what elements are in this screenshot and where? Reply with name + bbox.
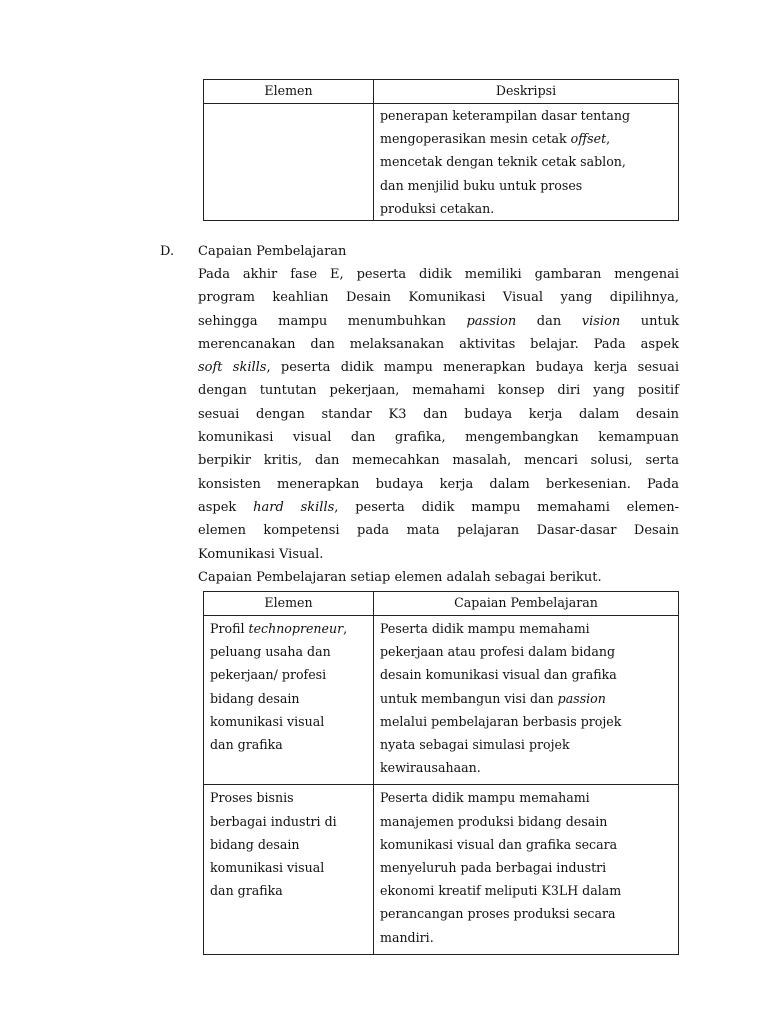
paragraph-line: konsisten menerapkan budaya kerja dalam berkesenian. Pada (198, 476, 679, 492)
paragraph-line: Komunikasi Visual. (198, 546, 324, 562)
deskripsi-cell (374, 104, 679, 221)
table-row (204, 104, 679, 221)
paragraph-line: program keahlian Desain Komunikasi Visual yang dipilihnya, (198, 290, 679, 306)
text-line: kewirausahaan. (380, 760, 481, 776)
column-header-deskripsi: Deskripsi (374, 80, 679, 104)
text-line: dan grafika (210, 737, 283, 753)
paragraph-line: sehingga mampu menumbuhkan passion dan vision untuk (198, 313, 679, 329)
text-line: komunikasi visual (210, 860, 325, 876)
text-line: untuk membangun visi dan passion (380, 690, 606, 706)
capaian-table (203, 591, 679, 955)
section-paragraph (198, 263, 679, 589)
text-line: pekerjaan/ profesi (210, 667, 327, 683)
text-line: ekonomi kreatif meliputi K3LH dalam (380, 883, 622, 899)
elemen-cell (204, 104, 374, 221)
elemen-cell (204, 785, 374, 954)
table-header-row (204, 80, 679, 104)
text-line: komunikasi visual (210, 713, 325, 729)
capaian-cell (374, 785, 679, 954)
text-line: melalui pembelajaran berbasis projek (380, 713, 622, 729)
table-header-row (204, 592, 679, 616)
section-title: Capaian Pembelajaran (198, 244, 347, 259)
text-line: bidang desain (210, 690, 300, 706)
text-line: menyeluruh pada berbagai industri (380, 860, 607, 876)
text-line: dan grafika (210, 883, 283, 899)
text-line: pekerjaan atau profesi dalam bidang (380, 644, 616, 660)
text-line: Peserta didik mampu memahami (380, 621, 590, 636)
capaian-cell (374, 616, 679, 785)
text-line: mencetak dengan teknik cetak sablon, (380, 154, 626, 170)
table-row (204, 785, 679, 954)
text-line: berbagai industri di (210, 813, 337, 829)
text-line: penerapan keterampilan dasar tentang (380, 108, 631, 123)
paragraph-line: merencanakan dan melaksanakan aktivitas belajar. Pada aspek (198, 336, 679, 352)
paragraph-line: sesuai dengan standar K3 dan budaya kerja dalam desain (198, 406, 679, 422)
paragraph-line: aspek hard skills, peserta didik mampu memahami elemen- (198, 499, 679, 515)
text-line: komunikasi visual dan grafika secara (380, 836, 618, 852)
text-line: Proses bisnis (210, 790, 294, 806)
paragraph-line: komunikasi visual dan grafika, mengembangkan kemampuan (198, 430, 679, 446)
text-line: mandiri. (380, 929, 434, 945)
text-line: peluang usaha dan (210, 644, 331, 660)
text-line: produksi cetakan. (380, 200, 495, 216)
paragraph-line: dengan tuntutan pekerjaan, memahami konsep diri yang positif (198, 383, 679, 399)
paragraph-line: Pada akhir fase E, peserta didik memiliki gambaran mengenai (198, 267, 679, 282)
description-table (203, 79, 679, 221)
table-row (204, 616, 679, 785)
paragraph-line: elemen kompetensi pada mata pelajaran Dasar-dasar Desain (198, 523, 679, 539)
paragraph-line: soft skills, peserta didik mampu menerapkan budaya kerja sesuai (198, 360, 679, 376)
text-line: desain komunikasi visual dan grafika (380, 667, 617, 683)
column-header-elemen: Elemen (204, 80, 374, 104)
text-line: mengoperasikan mesin cetak offset, (380, 131, 611, 147)
column-header-elemen: Elemen (204, 592, 374, 616)
text-line: manajemen produksi bidang desain (380, 813, 608, 829)
text-line: Peserta didik mampu memahami (380, 790, 590, 806)
elemen-cell (204, 616, 374, 785)
intro-line: Capaian Pembelajaran setiap elemen adalah sebagai berikut. (198, 569, 602, 585)
text-line: perancangan proses produksi secara (380, 906, 616, 922)
text-line: Profil technopreneur, (210, 621, 348, 636)
text-line: bidang desain (210, 836, 300, 852)
section-letter: D. (160, 244, 175, 259)
text-line: dan menjilid buku untuk proses (380, 177, 583, 193)
text-line: nyata sebagai simulasi projek (380, 737, 570, 753)
column-header-capaian: Capaian Pembelajaran (374, 592, 679, 616)
paragraph-line: berpikir kritis, dan memecahkan masalah, mencari solusi, serta (198, 453, 679, 469)
